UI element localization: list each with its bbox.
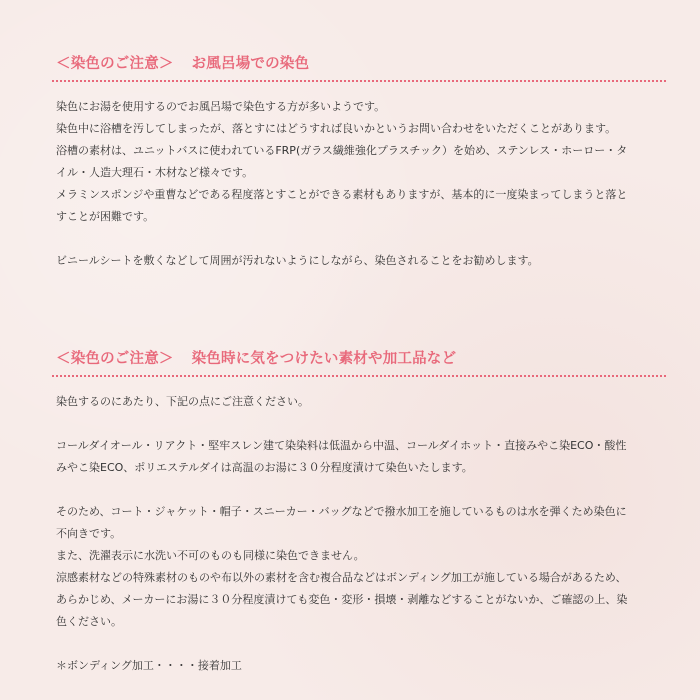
paragraph-line: 浴槽の素材は、ユニットバスに使われているFRP(ガラス繊維強化プラスチック）を始め、ステンレス・ホーロー・タ <box>56 144 628 157</box>
section-bath-dyeing <box>56 52 668 272</box>
section-materials <box>56 347 668 677</box>
heading-title: 染色時に気をつけたい素材や加工品など <box>191 351 457 367</box>
dotted-divider <box>52 375 666 377</box>
section-heading <box>56 347 668 375</box>
paragraph-line: そのため、コート・ジャケット・帽子・スニーカー・バッグなどで撥水加工を施しているものは水を弾くため染色に <box>56 505 627 518</box>
section-body <box>56 96 668 272</box>
paragraph-line: ビニールシートを敷くなどして周囲が汚れないようにしながら、染色されることをお勧めします。 <box>56 254 539 267</box>
paragraph-line: 涼感素材などの特殊素材のものや布以外の素材を含む複合品などはボンディング加工が施している場合があるため、 <box>56 571 627 584</box>
paragraph-line: みやこ染ECO、ポリエステルダイは高温のお湯に３０分程度漬けて染色いたします。 <box>56 461 473 474</box>
spacer <box>56 479 668 501</box>
section-heading <box>56 52 668 80</box>
paragraph-line: 染色にお湯を使用するのでお風呂場で染色する方が多いようです。 <box>56 100 386 113</box>
paragraph-line: 染色中に浴槽を汚してしまったが、落とすにはどうすれば良いかというお問い合わせをいただくことがあります。 <box>56 122 617 135</box>
spacer <box>56 413 668 435</box>
paragraph-line: イル・人造大理石・木材など様々です。 <box>56 166 254 179</box>
footnote: ＊ボンディング加工・・・・接着加工 <box>56 659 242 672</box>
paragraph-line: すことが困難です。 <box>56 210 155 223</box>
spacer <box>56 228 668 250</box>
heading-tag: ＜染色のご注意＞ <box>56 351 174 367</box>
heading-title: お風呂場での染色 <box>191 56 310 72</box>
intro-line: 染色するのにあたり、下記の点にご注意ください。 <box>56 395 309 408</box>
dotted-divider <box>52 80 666 82</box>
heading-tag: ＜染色のご注意＞ <box>56 56 174 72</box>
paragraph-line: また、洗濯表示に水洗い不可のものも同様に染色できません。 <box>56 549 365 562</box>
section-body <box>56 391 668 677</box>
paragraph-line: 不向きです。 <box>56 527 122 540</box>
paragraph-line: コールダイオール・リアクト・堅牢スレン建て染染料は低温から中温、コールダイホット・直接みやこ染ECO・酸性 <box>56 439 627 452</box>
spacer <box>56 633 668 655</box>
paragraph-line: 色ください。 <box>56 615 122 628</box>
paragraph-line: あらかじめ、メーカーにお湯に３０分程度漬けても変色・変形・損壊・剥離などすることがないか、ご確認の上、染 <box>56 593 628 606</box>
paragraph-line: メラミンスポンジや重曹などである程度落とすことができる素材もありますが、基本的に一度染まってしまうと落と <box>56 188 628 201</box>
